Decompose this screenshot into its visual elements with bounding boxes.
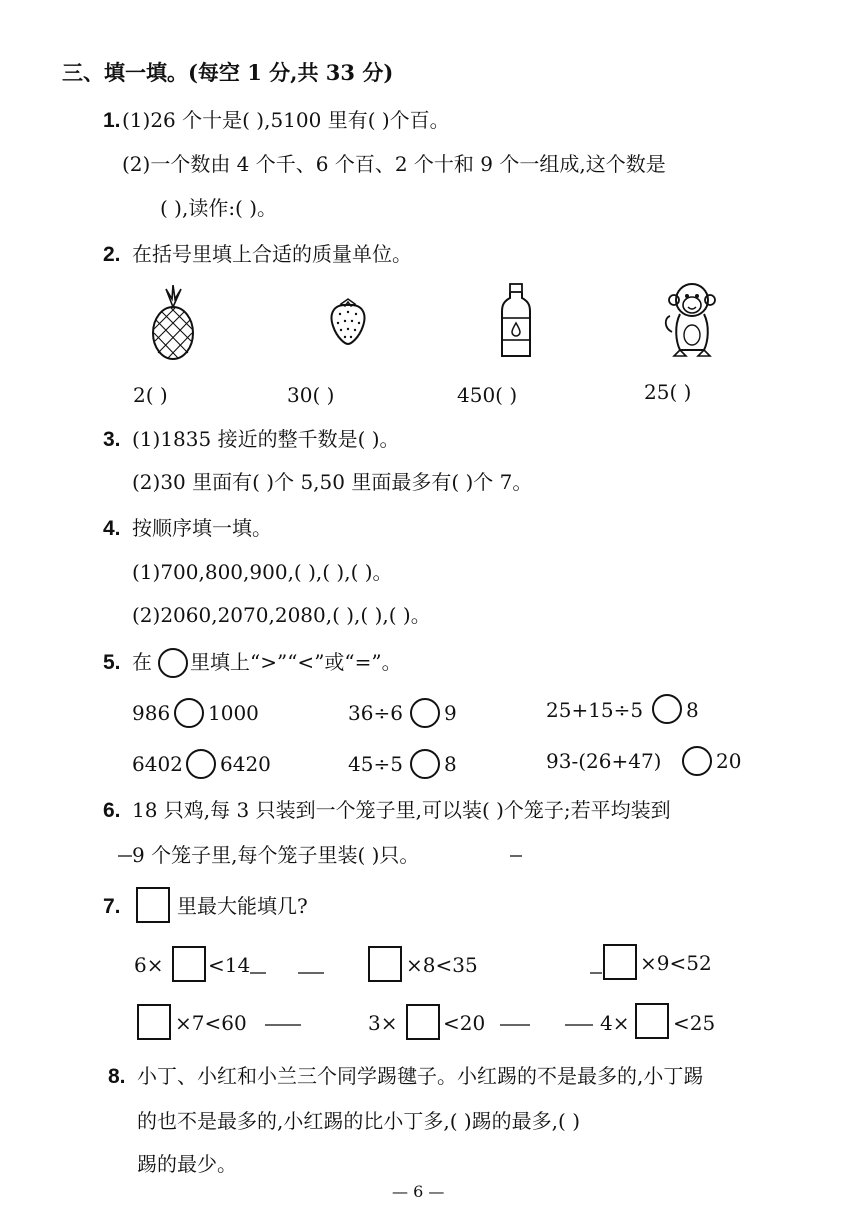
bottle-icon (498, 282, 534, 360)
question-number: 7. (103, 895, 121, 918)
compare-circle[interactable] (682, 746, 712, 776)
q6-line1: 18 只鸡,每 3 只装到一个笼子里,可以装( )个笼子;若平均装到 (132, 798, 671, 822)
stray-mark (590, 972, 602, 974)
compare-circle-sample (158, 648, 188, 678)
inequality-post: ×8<35 (406, 953, 478, 977)
compare-circle[interactable] (174, 698, 204, 728)
inequality-pre: 3× (368, 1011, 398, 1035)
q8-line1: 小丁、小红和小兰三个同学踢毽子。小红踢的不是最多的,小丁踢 (137, 1064, 704, 1088)
question-number: 6. (103, 799, 121, 822)
compare-right: 8 (444, 752, 457, 776)
inequality-post: <25 (673, 1011, 716, 1035)
compare-circle[interactable] (186, 749, 216, 779)
q4-text: 按顺序填一填。 (132, 516, 272, 540)
q6-line2: 9 个笼子里,每个笼子里装( )只。 (132, 843, 420, 867)
answer-box[interactable] (172, 946, 206, 982)
compare-circle[interactable] (652, 694, 682, 724)
q5-text-b: 里填上“>”“<”或“=”。 (190, 650, 402, 674)
q8-line2: 的也不是最多的,小红踢的比小丁多,( )踢的最多,( ) (137, 1109, 580, 1133)
inequality-post: ×7<60 (175, 1011, 247, 1035)
compare-right: 6420 (220, 752, 271, 776)
inequality-post: <14 (208, 953, 251, 977)
answer-box[interactable] (635, 1003, 669, 1039)
answer-box-sample (136, 887, 170, 923)
stray-mark (118, 855, 132, 857)
stray-mark (250, 972, 266, 974)
mass-blank-monkey: 25( ) (644, 380, 692, 404)
compare-right: 20 (716, 749, 742, 773)
answer-box[interactable] (368, 946, 402, 982)
stray-mark (510, 855, 522, 857)
stray-mark (265, 1024, 301, 1026)
compare-right: 8 (686, 698, 699, 722)
compare-left: 36÷6 (348, 701, 403, 725)
question-number: 4. (103, 517, 121, 540)
q1-part2-line2: ( ),读作:( )。 (160, 196, 278, 220)
question-number: 2. (103, 243, 121, 266)
compare-right: 9 (444, 701, 457, 725)
mass-blank-bottle: 450( ) (457, 383, 518, 407)
question-number: 3. (103, 428, 121, 451)
inequality-post: ×9<52 (640, 951, 712, 975)
q2-text: 在括号里填上合适的质量单位。 (132, 242, 412, 266)
answer-box[interactable] (137, 1004, 171, 1040)
q1-part2-line1: (2)一个数由 4 个千、6 个百、2 个十和 9 个一组成,这个数是 (122, 152, 666, 176)
q3-part1: (1)1835 接近的整千数是( )。 (132, 427, 400, 451)
answer-box[interactable] (406, 1004, 440, 1040)
compare-circle[interactable] (410, 698, 440, 728)
q1-part1: (1)26 个十是( ),5100 里有( )个百。 (122, 108, 450, 132)
answer-box[interactable] (603, 944, 637, 980)
mass-blank-pineapple: 2( ) (133, 383, 168, 407)
inequality-post: <20 (443, 1011, 486, 1035)
strawberry-icon (327, 296, 369, 346)
compare-right: 1000 (208, 701, 259, 725)
inequality-pre: 4× (600, 1011, 630, 1035)
stray-mark (565, 1024, 593, 1026)
question-number: 5. (103, 651, 121, 674)
q3-part2: (2)30 里面有( )个 5,50 里面最多有( )个 7。 (132, 470, 533, 494)
page-number: — 6 — (392, 1182, 445, 1201)
q4-part2: (2)2060,2070,2080,( ),( ),( )。 (132, 603, 431, 627)
compare-left: 25+15÷5 (546, 698, 644, 722)
compare-circle[interactable] (410, 749, 440, 779)
q8-line3: 踢的最少。 (137, 1152, 237, 1176)
pineapple-icon (148, 285, 198, 360)
monkey-icon (662, 280, 722, 360)
stray-mark (298, 972, 324, 974)
compare-left: 6402 (132, 752, 183, 776)
inequality-pre: 6× (134, 953, 164, 977)
mass-blank-strawberry: 30( ) (287, 383, 335, 407)
question-number: 8. (108, 1065, 126, 1088)
compare-left: 986 (132, 701, 171, 725)
compare-left: 93-(26+47) (546, 749, 662, 773)
section-title: 三、填一填。(每空 1 分,共 33 分) (62, 60, 394, 85)
q5-text-a: 在 (132, 650, 152, 674)
q4-part1: (1)700,800,900,( ),( ),( )。 (132, 560, 393, 584)
compare-left: 45÷5 (348, 752, 403, 776)
stray-mark (500, 1024, 530, 1026)
q7-text: 里最大能填几? (177, 894, 308, 918)
question-number: 1. (103, 109, 121, 132)
